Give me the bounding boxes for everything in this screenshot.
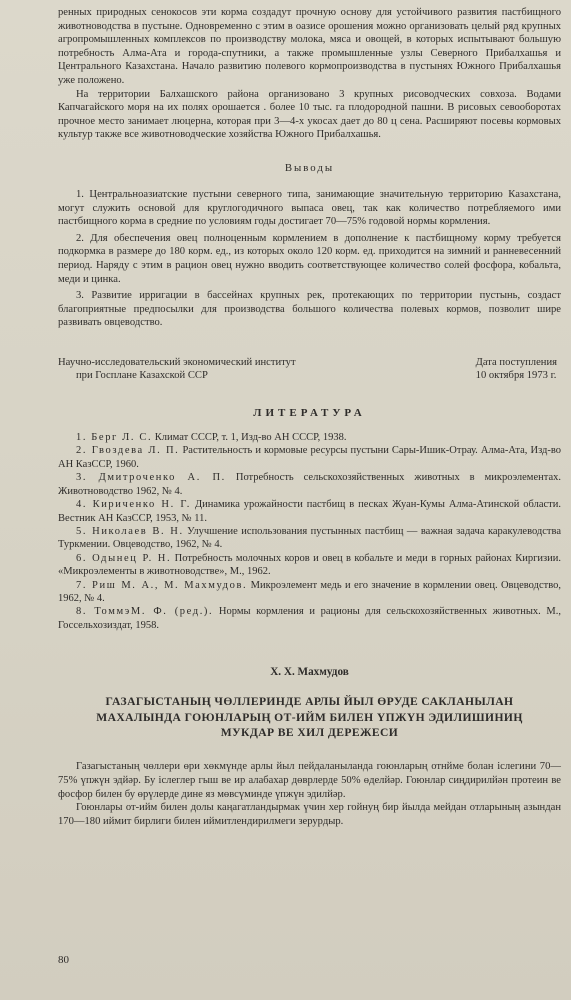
reference-list — [58, 431, 561, 632]
reference-item — [58, 431, 561, 444]
reference-author: 2. Гвоздева Л. П. — [76, 445, 180, 457]
reference-author: 5. Николаев В. Н. — [76, 525, 184, 537]
receipt-date-label: Дата поступления — [475, 356, 557, 368]
reference-item — [58, 498, 561, 525]
reference-item — [58, 605, 561, 632]
intro-paragraph-1: ренных природных сенокосов эти корма создадут прочную основу для устойчивого развития пастбищного животноводства в пустыне. Одновременно с этим в оазисе орошения можно организовать целый ряд крупных агропромышленных комплексов по производству молока, мяса и овощей, в которых испытывают большую потребность Алма-Ата и города-спутники, а также промышленные узлы Северного Прибалхашья и Центрального Казахстана. Начало развитию полевого кормопроизводства в пустынях Южного Прибалхашья уже положено. — [58, 7, 561, 86]
article-paragraph-2: Гоюнлары от-ийм билен долы каңагатландырмак үчин хер гойнуң бир йылда мейдан отларының азындан 170—180 иймит бирлиги билен иймитлендирилмеги зерурдыр. — [58, 802, 561, 827]
reference-author: 1. Берг Л. С. — [76, 432, 153, 444]
reference-text: Нормы кормления и рационы для сельскохозяйственных животных. М., Госсельхозиздат, 1958. — [58, 606, 561, 631]
reference-item — [58, 444, 561, 471]
reference-item — [58, 471, 561, 498]
conclusions-list — [58, 188, 561, 330]
reference-author: 6. Одынец Р. Н. — [76, 552, 172, 564]
article-title-line-2: МАХАЛЫНДА ГОЮНЛАРЫҢ ОТ-ИЙМ БИЛЕН ҮПЖҮН ЭДИЛИШИНИҢ — [96, 710, 523, 724]
reference-item — [58, 552, 561, 579]
receipt-date-value: 10 октября 1973 г. — [475, 370, 557, 382]
reference-author: 4. Кириченко Н. Г. — [76, 499, 192, 511]
reference-text: Потребность сельскохозяйственных животных в микроэлементах. Животноводство 1962, № 4. — [58, 472, 561, 497]
institution-name — [58, 356, 296, 383]
receipt-date — [476, 356, 561, 383]
reference-author: 3. Дмитроченко А. П. — [76, 472, 226, 484]
reference-author: 7. Риш М. А., М. Махмудов. — [76, 579, 248, 591]
conclusion-item: 3. Развитие ирригации в бассейнах крупных рек, протекающих по территории пустынь, создаст благоприятные предпосылки для производства большого количества полевых кормов, позволит шире развивать овцеводство. — [58, 290, 561, 329]
conclusion-item: 2. Для обеспечения овец полноценным кормлением в дополнение к пастбищному корму требуется подкормка в размере до 180 корм. ед., из которых около 120 корм. ед. приходится на зимний и ранневесенний период. Наряду с этим в рацион овец нужно вводить соответствующее количество солей фосфора, кобальта, меди и цинка. — [58, 232, 561, 285]
conclusions-heading: Выводы — [284, 161, 335, 174]
page-number: 80 — [58, 954, 69, 966]
article-author: Х. Х. Махмудов — [270, 666, 349, 679]
institution-line-1: Научно-исследовательский экономический институт — [58, 356, 296, 368]
article-title — [58, 694, 561, 740]
literature-heading: ЛИТЕРАТУРА — [253, 407, 366, 420]
intro-paragraph-2: На территории Балхашского района организовано 3 крупных рисоводческих совхоза. Водами Капчагайского моря на их полях орошается . более 10 тыс. га плодородной пашни. В рисовых севооборотах прочное место занимает люцерна, которая при 3—4-х укосах дает до 80 ц сена. Расширяют посевы кормовых культур также все животноводческие хозяйства Южного Прибалхашья. — [58, 88, 561, 141]
reference-text: Динамика урожайности пастбищ в песках Жуан-Кумы Алма-Атинской области. Вестник АН КазССР, 1953, № 11. — [58, 499, 561, 524]
reference-item — [58, 525, 561, 552]
article-paragraph-1: Газагыстаның чөллери өри хөкмүнде арлы йыл пейдаланыланда гоюнларың отнйме болан іслегини 70—75% үпжүн эдйәр. Бу іслеглер гыш ве ир алабахар дөврлерде 50% өделйәр. Гоюнлар сиңдирилйән протеин ве фосфор билен бу өрүлерде дине яз мөвсүминде үпжүн эдилйәр. — [58, 761, 561, 800]
reference-text: Климат СССР, т. 1, Изд-во АН СССР, 1938. — [152, 432, 347, 444]
reference-text: Растительность и кормовые ресурсы пустыни Сары-Ишик-Отрау. Алма-Ата, Изд-во АН КазССР, 1960. — [58, 445, 561, 470]
reference-text: Потребность молочных коров и овец в кобальте и меди в горных районах Киргизии. «Микроэлементы в животноводстве», М., 1962. — [58, 552, 562, 578]
institution-block — [58, 356, 561, 383]
article-title-line-1: ГАЗАГЫСТАНЫҢ ЧӨЛЛЕРИНДЕ АРЛЫ ЙЫЛ ӨРУДЕ САКЛАНЫЛАН — [105, 695, 514, 709]
institution-line-2: при Госплане Казахской ССР — [76, 370, 208, 382]
reference-text: Микроэлемент медь и его значение в кормлении овец. Овцеводство, 1962, № 4. — [58, 579, 561, 604]
article-title-line-3: МУКДАР ВЕ ХИЛ ДЕРЕЖЕСИ — [220, 725, 399, 739]
reference-item — [58, 579, 561, 606]
reference-author: 8. ТоммэМ. Ф. (ред.). — [76, 606, 214, 618]
conclusion-item: 1. Центральноазиатские пустыни северного типа, занимающие значительную территорию Казахстана, могут служить основой для круглогодичного выпаса овец, так как количество потребляемого ими пастбищного корма в средние по условиям годы достигает 70—75% годовой нормы кормления. — [58, 188, 561, 228]
reference-text: Улучшение использования пустынных пастбищ — важная задача каракулеводства Туркмении. Овцеводство, 1962, № 4. — [58, 525, 561, 551]
